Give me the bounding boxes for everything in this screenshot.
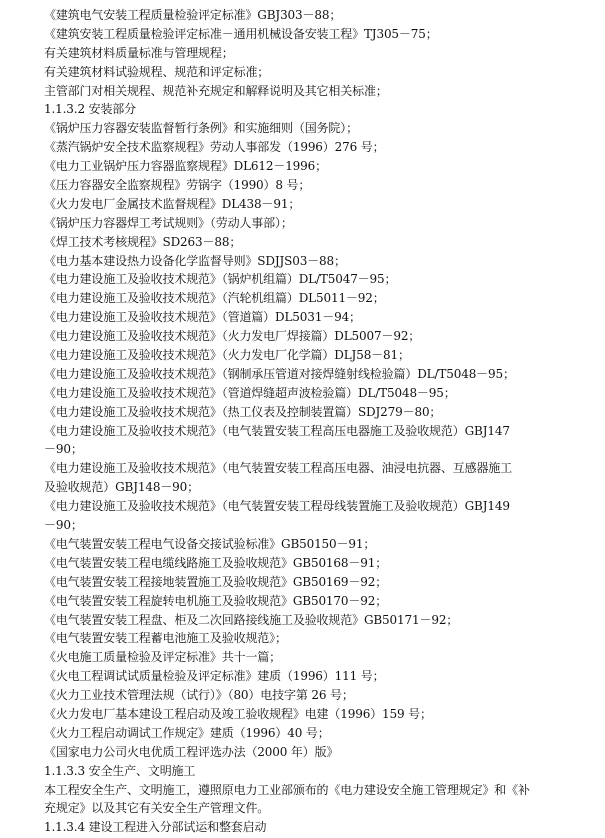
text-line-25: 《电力建设施工及验收技术规范》（电气装置安装工程高压电器、油浸电抗器、互感器施工 [44,461,513,476]
text-line-14: 《电力基本建设热力设备化学监督导则》SDJJS03－88； [44,253,346,268]
section-heading-1-1-3-4: 1.1.3.4 建设工程进入分部试运和整套启动 [44,820,267,835]
text-line-35: 《火电施工质量检验及评定标准》共十一篇； [44,650,282,665]
text-line-26: 及验收规范）GBJ148－90； [44,480,199,495]
text-line-42: 本工程安全生产、文明施工，遵照原电力工业部颁布的《电力建设安全施工管理规定》和《补 [44,782,530,797]
text-line-01: 《建筑电气安装工程质量检验评定标准》GBJ303－88； [44,8,342,22]
text-line-37: 《火力工业技术管理法规（试行）》（80）电技字第 26 号； [44,688,354,703]
text-line-32: 《电气装置安装工程旋转电机施工及验收规范》GB50170－92； [44,593,388,608]
text-line-23: 《电力建设施工及验收技术规范》（电气装置安装工程高压电器施工及验收规范）GBJ147 [44,423,510,438]
text-line-39: 《火力工程启动调试工作规定》建质（1996）40 号； [44,725,330,740]
text-line-03: 有关建筑材料质量标准与管理规程； [44,45,234,60]
text-line-24: －90； [44,442,83,457]
text-line-27: 《电力建设施工及验收技术规范》（电气装置安装工程母线装置施工及验收规范）GBJ149 [44,499,510,514]
text-line-02: 《建筑安装工程质量检验评定标准－通用机械设备安装工程》TJ305－75； [44,26,438,41]
text-line-31: 《电气装置安装工程接地装置施工及验收规范》GB50169－92； [44,574,388,589]
text-line-38: 《火力发电厂基本建设工程启动及竣工验收规程》电建（1996）159 号； [44,706,432,721]
text-line-21: 《电力建设施工及验收技术规范》（管道焊缝超声波检验篇）DL/T5048－95； [44,385,456,400]
text-line-40: 《国家电力公司火电优质工程评选办法（2000 年）版》 [44,744,339,759]
text-line-20: 《电力建设施工及验收技术规范》（钢制承压管道对接焊缝射线检验篇）DL/T5048－95； [44,366,515,381]
text-line-04: 有关建筑材料试验规程、规范和评定标准； [44,64,270,79]
text-line-36: 《火电工程调试试质量检验及评定标准》建质（1996）111 号； [44,669,385,684]
text-line-10: 《压力容器安全监察规程》劳锅字（1990）8 号； [44,178,311,193]
text-line-28: －90； [44,518,83,533]
text-line-34: 《电气装置安装工程蓄电池施工及验收规范》； [44,631,287,646]
text-line-16: 《电力建设施工及验收技术规范》（汽轮机组篇）DL5011－92； [44,291,385,306]
text-line-05: 主管部门对相关规程、规范补充规定和解释说明及其它相关标准； [44,83,388,98]
text-line-18: 《电力建设施工及验收技术规范》（火力发电厂焊接篇）DL5007－92； [44,329,421,344]
text-line-22: 《电力建设施工及验收技术规范》（热工仪表及控制装置篇）SDJ279－80； [44,404,442,419]
text-line-13: 《焊工技术考核规程》SD263－88； [44,234,242,249]
text-line-12: 《锅炉压力容器焊工考试规则》（劳动人事部）； [44,215,293,230]
text-line-11: 《火力发电厂金属技术监督规程》DL438－91； [44,196,301,211]
text-line-30: 《电气装置安装工程电缆线路施工及验收规范》GB50168－91； [44,555,388,570]
text-line-29: 《电气装置安装工程电气设备交接试验标准》GB50150－91； [44,536,376,551]
section-heading-1-1-3-3: 1.1.3.3 安全生产、文明施工 [44,763,196,778]
text-line-09: 《电力工业锅炉压力容器监察规程》DL612－1996； [44,159,327,174]
text-line-19: 《电力建设施工及验收技术规范》（火力发电厂化学篇）DLJ58－81； [44,348,410,363]
section-heading-1-1-3-2: 1.1.3.2 安装部分 [44,102,136,117]
text-line-15: 《电力建设施工及验收技术规范》（锅炉机组篇）DL/T5047－95； [44,272,397,287]
text-line-07: 《锅炉压力容器安装监督暂行条例》和实施细则（国务院）； [44,121,358,136]
text-line-08: 《蒸汽锅炉安全技术监察规程》劳动人事部发（1996）276 号； [44,140,385,155]
text-line-33: 《电气装置安装工程盘、柜及二次回路接线施工及验收规范》GB50171－92； [44,612,459,627]
text-line-17: 《电力建设施工及验收技术规范》（管道篇）DL5031－94； [44,310,361,325]
text-line-43: 充规定》以及其它有关安全生产管理文件。 [44,801,270,816]
